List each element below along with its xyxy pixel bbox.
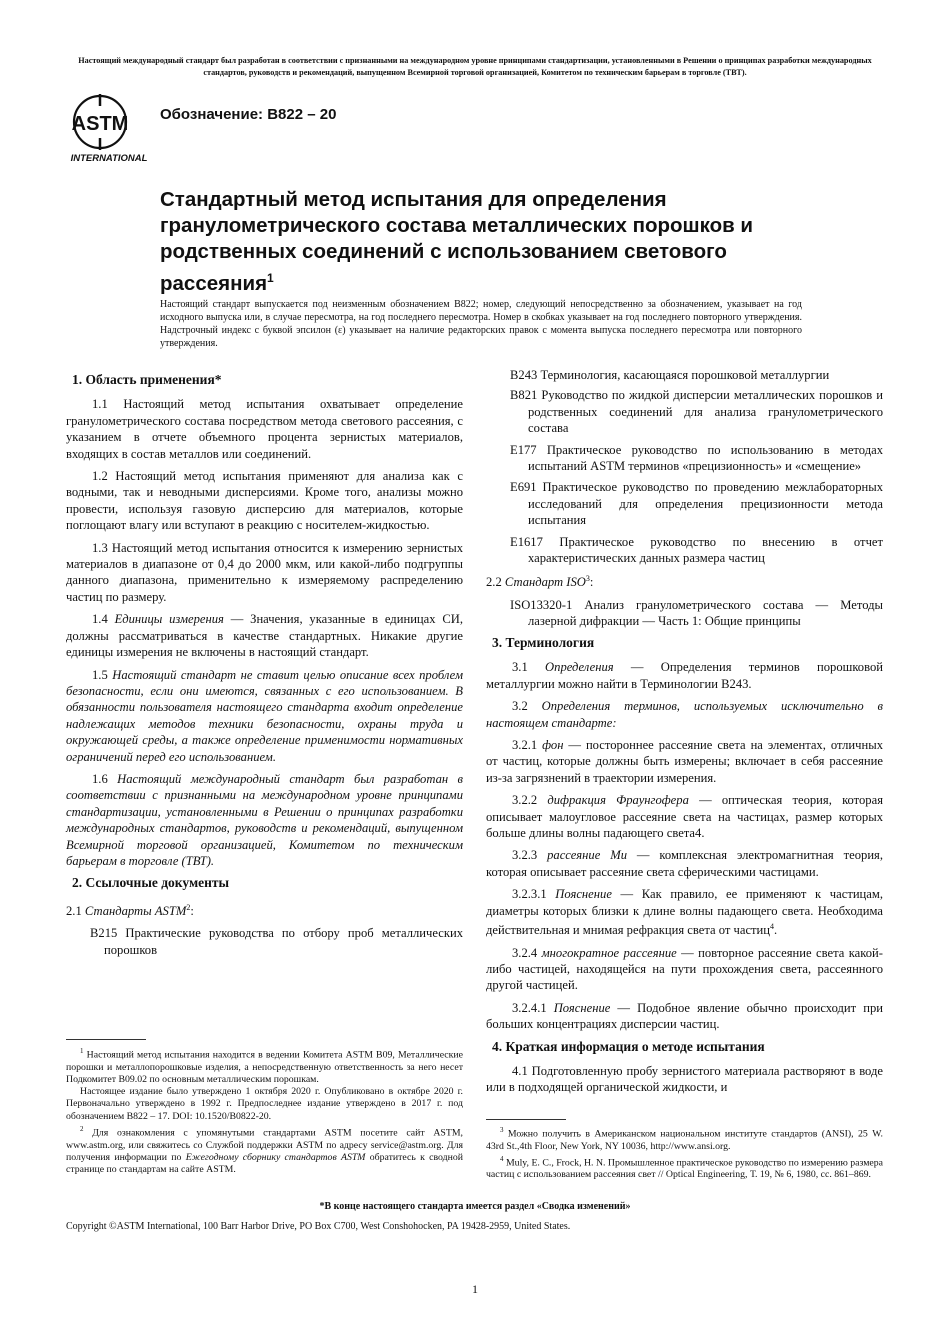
para-2-2: 2.2 Стандарт ISO$^3$: [486,574,594,590]
para-3-2-2-number: 3.2.2 [512,793,548,808]
para-3-2-2-term: дифракция Фраунгофера [547,793,689,808]
svg-text:ASTM: ASTM [71,113,129,135]
para-4-1: 4.1 Подготовленную пробу зернистого материала растворяют в воде или в подходящей органической жидкости, и [486,1064,883,1095]
footnote-2-marker: 2 [80,1125,84,1134]
para-3-2-3 [486,847,883,880]
para-3-2-4-text: — повторное рассеяние света какой-либо частицей, находящейся на пути прохождения света, рассеянного другой частицей. [486,945,883,993]
footnote-rule-right [486,1119,566,1120]
para-1-6-text: Настоящий международный стандарт был разработан в соответствии с признанными на международном уровне принципами стандартизации, установленными в Решении о принципах разработки международных стандартов, руководств и рекомендаций, выпущенном Всемирной торговой организацией, Комитетом по техническим барьерам в торговле (ТВТ). [66,771,463,868]
footnote-1-marker: 1 [80,1047,84,1055]
para-3-2-3-term: рассеяние Ми [547,848,627,863]
reference-b215: B215 Практические руководства по отбору проб металлических порошков [90,926,463,957]
footnote-4-marker: 4 [500,1154,504,1163]
para-3-2-2 [486,792,883,841]
reference-e177: E177 Практическое руководство по использованию в методах испытаний ASTM терминов «прецизионность» и «смещение» [510,442,883,474]
footnote-2-text-a: Для ознакомления с упомянутыми стандартами ASTM посетите сайт ASTM, www.astm.org, или свяжитесь со Службой поддержки ASTM по адресу service@astm.org. Для получения информации по [66,1127,463,1163]
reference-e1617: E1617 Практическое руководство по внесению в отчет характеристических данных размера частиц [510,534,883,566]
footnote-3 [486,1124,883,1153]
para-1-5 [66,667,463,765]
para-3-2-4-1-text: — Подобное явление обычно происходит при больших концентрациях дисперсии частиц. [486,1000,883,1032]
section-3-heading: 3. Терминология [492,634,595,650]
para-3-2 [486,698,883,731]
para-3-2-3-1-text: — Как правило, ее применяют к частицам, диаметры которых близки к длине волны падающего света. Необходима действительная и мнимая рефракция света от частиц [486,887,884,938]
title-text: Стандартный метод испытания для определения гранулометрического состава металлических порошков и родственных соединений с использованием светового рассеяния [160,188,754,295]
title-footnote-marker: 1 [267,271,274,285]
footnote-2 [66,1123,463,1176]
para-1-3: 1.3 Настоящий метод испытания относится к измерению зернистых материалов в диапазоне от 0,4 до 2000 мкм, или какой-либо подгруппы данного диапазона, применительно к измеряемому распределению частиц по размеру. [66,540,463,604]
footnotes-right [486,1124,883,1182]
para-2-2-term: Стандарт ISO [504,575,586,590]
para-3-2-number: 3.2 [512,699,542,714]
copyright: Copyright ©ASTM International, 100 Barr Harbor Drive, PO Box C700, West Conshohocken, PA 19428-2959, United States. [66,1221,571,1232]
para-3-2-2-text: — оптическая теория, которая описывает малоугловое рассеяние света на частицах, размер которых больше длины волны падающего света4. [486,793,883,840]
right-column [486,367,883,1102]
svg-text:INTERNATIONAL: INTERNATIONAL [70,153,148,164]
para-1-5-text: Настоящий стандарт не ставит целью описание всех проблем безопасности, если они имеются, связанных с его использованием. В обязанности пользователя настоящего стандарта входит определение надлежащих методов техники безопасности, охраны труда и окружающей среды, а также определение применимости нормативных ограничений перед его использованием. [66,667,463,764]
designation: Обозначение: B822 – 20 [160,106,337,123]
para-1-6-number: 1.6 [92,771,118,786]
para-1-4-term: Единицы измерения [114,612,224,627]
para-2-1-footnote-marker: 2 [186,902,191,912]
para-1-2: 1.2 Настоящий метод испытания применяют для анализа как с водными, так и неводными дисперсиями. Кроме того, анализы можно провести, используя газовую дисперсию для материалов, которые поглощают влагу или вступают в реакцию с носителем-жидкостью. [66,469,463,533]
footnote-2-title: Ежегодному сборнику стандартов ASTM [185,1151,366,1163]
left-column [66,368,463,963]
para-3-2-1-text: — постороннее рассеяние света на элементах, отличных от частиц, которые должны быть измерены; включает в себя рассеяние из-за загрязнений в траектории измерения. [486,737,883,785]
section-2-heading: 2. Ссылочные документы [72,875,230,891]
footnotes-left [66,1045,463,1177]
para-3-2-4-1-number: 3.2.4.1 [512,1000,554,1015]
para-3-1-term: Определения [545,660,614,675]
para-3-2-1-term: фон [542,737,564,752]
para-2-2-footnote-marker: 3 [585,574,590,584]
para-3-2-4 [486,945,883,994]
footnote-1 [66,1045,463,1086]
para-3-2-4-1-term: Пояснение [553,1000,611,1015]
footnote-3-marker: 3 [500,1126,504,1134]
para-3-2-3-text: — комплексная электромагнитная теория, которая описывает рассеяние света сферическими частицами. [486,848,884,879]
para-3-2-text: Определения терминов, используемых исключительно в настоящем стандарте: [486,699,883,730]
footnote-4-text: Muly, E. C., Frock, H. N. Промышленное практическое руководство по измерению размера частиц с использованием рассеяния свет // Optical Engineering, Т. 19, № 6, 1980, сс. 861–869. [486,1157,883,1181]
para-3-2-3-number: 3.2.3 [512,848,548,863]
para-3-2-1-number: 3.2.1 [512,737,543,752]
para-3-2-3-1: 3.2.3.1 Пояснение — Как правило, ее применяют к частицам, диаметры которых близки к длине волны падающего света. Необходима действительная и мнимая рефракция света от частиц$^4$. [486,887,884,938]
para-2-2-number: 2.2 [486,575,505,590]
para-1-4 [66,611,463,660]
para-3-2-3-1-number: 3.2.3.1 [512,887,556,902]
summary-of-changes-note: *В конце настоящего стандарта имеется раздел «Сводка изменений» [319,1201,631,1212]
section-1-heading: 1. Область применения* [72,372,222,387]
astm-logo [66,88,152,164]
reference-iso13320: ISO13320-1 Анализ гранулометрического состава — Методы лазерной дифракции — Часть 1: Общие принципы [510,598,883,629]
footnote-4 [486,1153,883,1182]
para-3-2-3-1-footnote-marker: 4 [770,921,775,931]
footnote-1-edition: Настоящее издание было утверждено 1 октября 2020 г. Опубликовано в октябре 2020 г. Первоначально утверждено в 1992 г. Предпоследнее издание утверждено в 2017 г. под обозначением B822 – 17. DOI: 10.1520/B0822-20. [66,1086,463,1122]
para-3-2-1 [486,737,883,786]
footnote-rule-left [66,1039,146,1040]
para-3-2-3-1-term: Пояснение [555,887,612,902]
para-2-1: 2.1 Стандарты ASTM$^2$: [66,902,194,918]
para-1-4-text: — Значения, указанные в единицах СИ, должны рассматриваться в качестве стандартных. Никакие другие единицы измерения не включены в настоящий стандарт. [66,612,464,660]
page-number: 1 [472,1282,478,1296]
para-3-1-text: — Определения терминов порошковой металлургии можно найти в Терминологии B243. [486,660,883,691]
footnote-2-text-b: обратитесь к сводной странице по стандартам на сайте ASTM. [66,1151,463,1176]
footnote-1-text: Настоящий метод испытания находится в ведении Комитета ASTM B09, Металлические порошки и металлопорошковые изделия, а непосредственную ответственность за него несет Подкомитет B09.02 по основным металлическим порошкам. [66,1049,464,1085]
section-4-heading: 4. Краткая информация о методе испытания [492,1038,765,1054]
para-1-6 [66,771,463,869]
international-standard-notice: Настоящий международный стандарт был разработан в соответствии с признанными на международном уровне принципами стандартизации, установленными в Решении о принципах разработки международных стандартов, руководств и рекомендаций, выпущенном Всемирной торговой организацией, Комитетом по техническим барьерам в торговле (ТВТ). [78,56,872,77]
para-1-4-number: 1.4 [92,612,115,627]
para-2-1-term: Стандарты ASTM [84,903,187,918]
reference-b243: B243 Терминология, касающаяся порошковой металлургии [510,368,830,382]
para-3-2-4-number: 3.2.4 [512,945,542,960]
para-3-1 [486,659,883,692]
reference-e691: E691 Практическое руководство по проведению межлабораторных исследований для определения прецизионности метода испытания [510,480,883,528]
reference-b821: B821 Руководство по жидкой дисперсии металлических порошков и родственных соединений для анализа гранулометрического состава [510,388,883,436]
para-1-5-number: 1.5 [92,667,113,682]
para-3-2-4-term: многократное рассеяние [541,945,677,960]
issue-note: Настоящий стандарт выпускается под неизменным обозначением B822; номер, следующий непосредственно за обозначением, указывает на год исходного выпуска или, в случае пересмотра, на год последнего пересмотра. Номер в скобках указывает на год последнего повторного утверждения. Надстрочный индекс с буквой эпсилон (ε) указывает на наличие редакторских правок с момента выпуска последнего пересмотра или повторного утверждения. [160,299,802,349]
footnote-3-text: Можно получить в Американском национальном институте стандартов (ANSI), 25 W. 43rd St.,4th Floor, New York, NY 10036, http://www.ansi.org. [486,1128,883,1152]
para-1-1: 1.1 Настоящий метод испытания охватывает определение гранулометрического состава посредством метода светового рассеяния, с указанием в отчете объемного процента зернистых материалов, входящих в состав металлов или соединений. [66,397,463,461]
para-2-1-number: 2.1 [66,903,85,918]
document-title [160,187,820,297]
para-3-1-number: 3.1 [512,660,546,675]
para-3-2-4-1 [486,1000,883,1033]
